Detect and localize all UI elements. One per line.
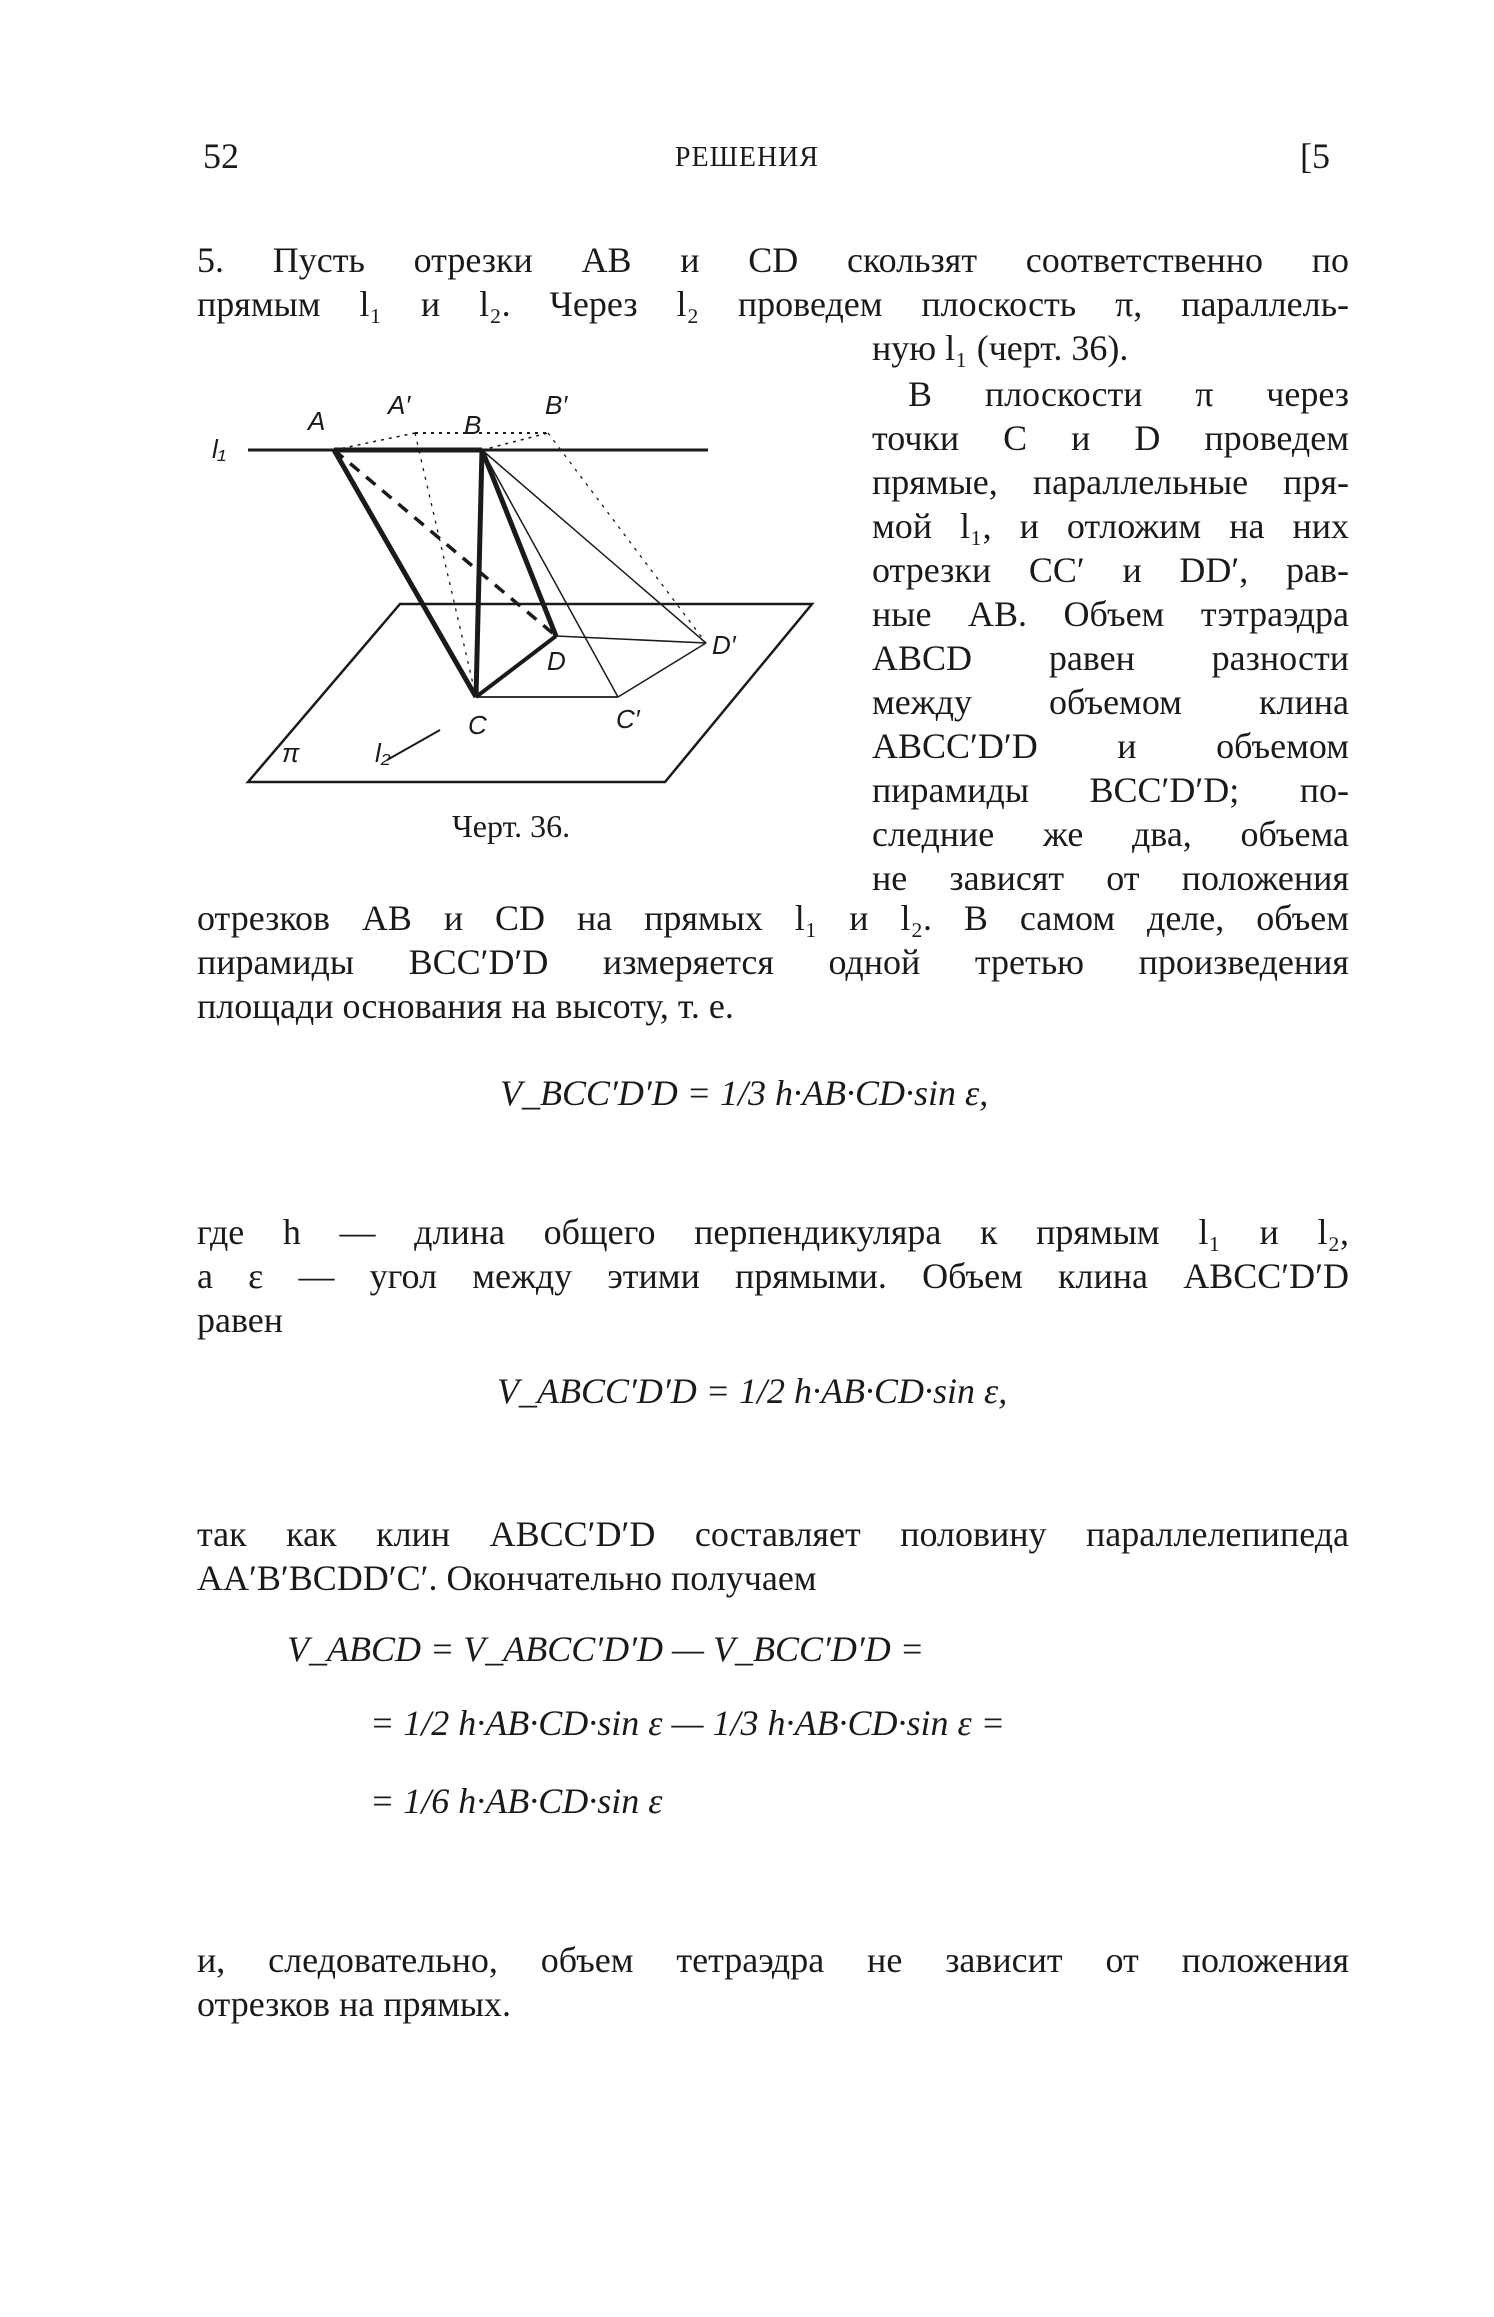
- segment-c-d: [476, 636, 556, 697]
- para2-line-8: между объемом клина: [872, 682, 1349, 722]
- section-marker: [5: [1300, 136, 1330, 176]
- label-c-prime: C′: [616, 704, 640, 734]
- segment-a-a-prime: [334, 433, 415, 450]
- label-b-prime: B′: [545, 390, 568, 420]
- label-d: D: [547, 646, 566, 676]
- segment-a-c: [334, 450, 476, 697]
- label-d-prime: D′: [712, 630, 736, 660]
- page-number: 52: [203, 136, 239, 176]
- para4-line-1: так как клин ABCC′D′D составляет половину параллелепипеда: [197, 1514, 1349, 1554]
- segment-a-prime-c: [415, 433, 476, 697]
- segment-d-d-prime: [556, 636, 706, 643]
- para2-line-5: отрезки CC′ и DD′, рав-: [872, 550, 1349, 590]
- para2-line-10: пирамиды BCC′D′D; по-: [872, 770, 1349, 810]
- para1-line-2: прямым l₁ и l₂. Через l₂ проведем плоскость π, параллель-: [197, 284, 1349, 324]
- para2-line-12: не зависят от положения: [872, 858, 1349, 898]
- label-a: A: [308, 406, 326, 436]
- para2-line-7: ABCD равен разности: [872, 638, 1349, 678]
- figure-caption: Черт. 36.: [452, 808, 571, 844]
- segment-b-d: [482, 450, 556, 636]
- label-a-prime: A′: [388, 390, 411, 420]
- label-b: B: [464, 410, 482, 440]
- para2-line-6: ные AB. Объем тэтраэдра: [872, 594, 1349, 634]
- para2-line-1: В плоскости π через: [908, 374, 1349, 414]
- formula-1: V_BCC′D′D = 1/3 h·AB·CD·sin ε,: [500, 1073, 989, 1113]
- formula-3-line-1: V_ABCD = V_ABCC′D′D — V_BCC′D′D =: [287, 1629, 925, 1669]
- para3-line-1: где h — длина общего перпендикуляра к прямым l₁ и l₂,: [197, 1212, 1349, 1252]
- segment-a-d: [334, 450, 556, 636]
- line-l2: [387, 730, 440, 760]
- para2-line-9: ABCC′D′D и объемом: [872, 726, 1349, 766]
- segment-b-d-prime: [482, 450, 706, 643]
- para5-line-2: отрезков на прямых.: [197, 1984, 512, 2024]
- label-l1: l₁: [212, 434, 226, 464]
- label-pi: π: [282, 738, 300, 768]
- para2-line-2: точки C и D проведем: [872, 418, 1349, 458]
- para2-full-line-3: площади основания на высоту, т. е.: [197, 986, 734, 1026]
- para2-full-line-2: пирамиды BCC′D′D измеряется одной третью произведения: [197, 942, 1349, 982]
- para1-line-1: 5. Пусть отрезки AB и CD скользят соответственно по: [197, 240, 1349, 280]
- formula-2: V_ABCC′D′D = 1/2 h·AB·CD·sin ε,: [497, 1371, 1008, 1411]
- formula-3-line-2: = 1/2 h·AB·CD·sin ε — 1/3 h·AB·CD·sin ε =: [370, 1703, 1005, 1743]
- label-c: C: [468, 710, 487, 740]
- para4-line-2: AA′B′BCDD′C′. Окончательно получаем: [197, 1558, 817, 1598]
- para1-line-3: ную l₁ (черт. 36).: [872, 328, 1129, 368]
- para3-line-2: а ε — угол между этими прямыми. Объем клина ABCC′D′D: [197, 1256, 1349, 1296]
- para2-line-3: прямые, параллельные пря-: [872, 462, 1349, 502]
- formula-3-line-3: = 1/6 h·AB·CD·sin ε: [370, 1781, 663, 1821]
- para2-line-11: следние же два, объема: [872, 814, 1349, 854]
- segment-b-c: [476, 450, 482, 697]
- segment-c-prime-d-prime: [618, 643, 706, 697]
- running-title: РЕШЕНИЯ: [674, 142, 820, 173]
- para2-full-line-1: отрезков AB и CD на прямых l₁ и l₂. В самом деле, объем: [197, 898, 1349, 938]
- para5-line-1: и, следовательно, объем тетраэдра не зависит от положения: [197, 1940, 1349, 1980]
- label-l2: l₂: [375, 738, 391, 768]
- segment-b-b-prime: [482, 433, 548, 450]
- para3-line-3: равен: [197, 1300, 284, 1340]
- para2-line-4: мой l₁, и отложим на них: [872, 506, 1349, 546]
